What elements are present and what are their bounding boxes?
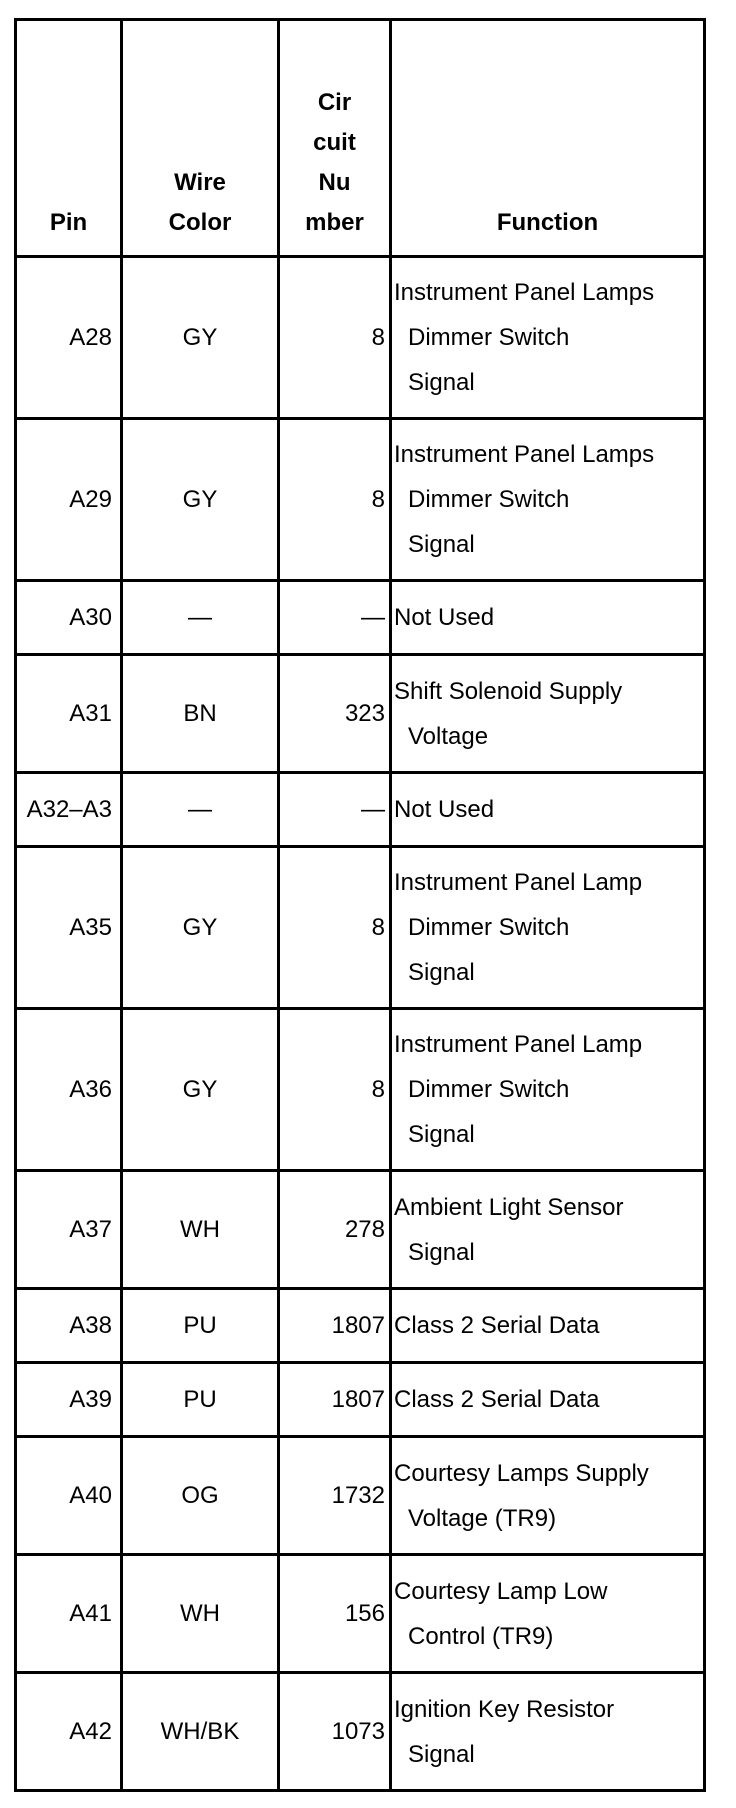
cell-pin: A30 — [16, 581, 122, 655]
cell-wire-color: WH/BK — [122, 1673, 279, 1791]
function-line: Signal — [408, 1121, 475, 1148]
function-line: Dimmer Switch — [408, 324, 570, 351]
cell-wire-color: PU — [122, 1289, 279, 1363]
function-line: Instrument Panel Lamps — [394, 441, 655, 468]
header-circuit-number — [279, 20, 391, 257]
cell-circuit-number: 1073 — [279, 1673, 391, 1791]
table-row — [16, 1171, 705, 1289]
table-row — [16, 1437, 705, 1555]
cell-function — [391, 773, 705, 847]
cell-circuit-number: 1807 — [279, 1363, 391, 1437]
cell-function — [391, 1289, 705, 1363]
table-row — [16, 1289, 705, 1363]
header-pin-label: Pin — [49, 209, 88, 236]
cell-function — [391, 419, 705, 581]
header-function — [391, 20, 705, 257]
header-circuit-number-line: mber — [305, 209, 364, 236]
cell-pin: A40 — [16, 1437, 122, 1555]
cell-circuit-number: — — [279, 581, 391, 655]
cell-wire-color: PU — [122, 1363, 279, 1437]
cell-pin: A41 — [16, 1555, 122, 1673]
function-line: Signal — [408, 1238, 475, 1266]
header-wire-color-line: Color — [168, 209, 232, 236]
function-line: Not Used — [394, 604, 495, 631]
header-function-label: Function — [496, 209, 599, 236]
table-row — [16, 1555, 705, 1673]
function-line: Ambient Light Sensor — [394, 1193, 624, 1221]
table-row — [16, 1009, 705, 1171]
function-line: Instrument Panel Lamps — [394, 279, 655, 306]
cell-function — [391, 1009, 705, 1171]
cell-wire-color: OG — [122, 1437, 279, 1555]
cell-pin: A31 — [16, 655, 122, 773]
header-circuit-number-line: cuit — [313, 129, 356, 156]
function-line: Class 2 Serial Data — [394, 1386, 600, 1413]
cell-circuit-number: 1807 — [279, 1289, 391, 1363]
function-line: Signal — [408, 369, 475, 396]
table-row — [16, 419, 705, 581]
cell-pin: A36 — [16, 1009, 122, 1171]
cell-wire-color: — — [122, 773, 279, 847]
table-row — [16, 1363, 705, 1437]
cell-circuit-number: 1732 — [279, 1437, 391, 1555]
cell-wire-color: BN — [122, 655, 279, 773]
header-wire-color — [122, 20, 279, 257]
cell-function — [391, 1555, 705, 1673]
header-circuit-number-line: Nu — [318, 169, 351, 196]
table-row — [16, 655, 705, 773]
cell-pin: A28 — [16, 257, 122, 419]
cell-circuit-number: 156 — [279, 1555, 391, 1673]
cell-wire-color: WH — [122, 1171, 279, 1289]
cell-function — [391, 655, 705, 773]
cell-wire-color: GY — [122, 257, 279, 419]
cell-pin: A38 — [16, 1289, 122, 1363]
cell-circuit-number: 323 — [279, 655, 391, 773]
cell-function — [391, 1171, 705, 1289]
cell-pin: A32–A3 — [16, 773, 122, 847]
function-line: Signal — [408, 959, 475, 986]
cell-wire-color: GY — [122, 1009, 279, 1171]
cell-function — [391, 1673, 705, 1791]
cell-pin: A29 — [16, 419, 122, 581]
function-line: Dimmer Switch — [408, 914, 570, 941]
function-line: Signal — [408, 531, 475, 558]
cell-function — [391, 1437, 705, 1555]
function-line: Dimmer Switch — [408, 1076, 570, 1103]
function-line: Dimmer Switch — [408, 486, 570, 513]
cell-wire-color: — — [122, 581, 279, 655]
header-pin — [16, 20, 122, 257]
function-line: Instrument Panel Lamp — [394, 1031, 643, 1058]
header-circuit-number-line: Cir — [317, 89, 352, 116]
table-row — [16, 1673, 705, 1791]
table-body — [16, 257, 705, 1791]
function-line: Shift Solenoid Supply — [394, 677, 623, 705]
function-line: Courtesy Lamp Low — [394, 1577, 608, 1605]
function-line: Voltage (TR9) — [408, 1504, 557, 1532]
function-line: Instrument Panel Lamp — [394, 869, 643, 896]
table-header-row — [16, 20, 705, 257]
cell-function — [391, 581, 705, 655]
function-line: Control (TR9) — [408, 1622, 554, 1650]
function-line: Ignition Key Resistor — [394, 1695, 615, 1723]
cell-circuit-number: 8 — [279, 419, 391, 581]
cell-wire-color: WH — [122, 1555, 279, 1673]
cell-pin: A42 — [16, 1673, 122, 1791]
table-row — [16, 581, 705, 655]
table-row — [16, 773, 705, 847]
function-line: Signal — [408, 1740, 475, 1768]
function-line: Voltage — [408, 722, 489, 750]
function-line: Class 2 Serial Data — [394, 1312, 600, 1339]
cell-circuit-number: 278 — [279, 1171, 391, 1289]
cell-circuit-number: 8 — [279, 847, 391, 1009]
function-line: Courtesy Lamps Supply — [394, 1459, 649, 1487]
cell-pin: A35 — [16, 847, 122, 1009]
cell-wire-color: GY — [122, 419, 279, 581]
cell-pin: A37 — [16, 1171, 122, 1289]
cell-wire-color: GY — [122, 847, 279, 1009]
cell-function — [391, 847, 705, 1009]
cell-function — [391, 1363, 705, 1437]
pin-function-table — [14, 18, 706, 1792]
cell-function — [391, 257, 705, 419]
cell-circuit-number: — — [279, 773, 391, 847]
header-wire-color-line: Wire — [174, 169, 226, 196]
cell-circuit-number: 8 — [279, 1009, 391, 1171]
cell-circuit-number: 8 — [279, 257, 391, 419]
table-row — [16, 847, 705, 1009]
table-row — [16, 257, 705, 419]
function-line: Not Used — [394, 796, 495, 823]
cell-pin: A39 — [16, 1363, 122, 1437]
